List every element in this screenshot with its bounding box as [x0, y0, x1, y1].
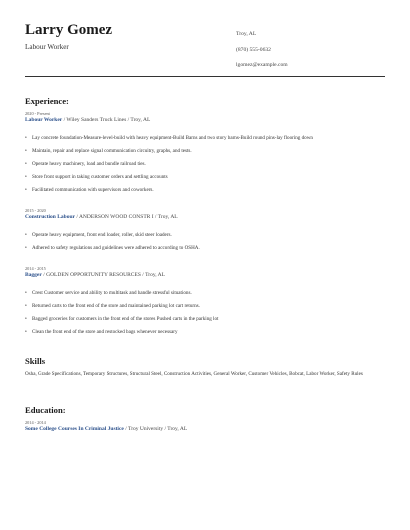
job-3-company: / GOLDEN OPPORTUNITY RESOURCES / Troy, AL: [41, 272, 165, 278]
list-item: • Crest Customer service and ability to multitask and handle stressful situations.: [25, 290, 385, 296]
job-2-header: [25, 214, 178, 220]
job-3-dates: 2014 - 2015: [25, 266, 46, 271]
job-2-company: / ANDERSON WOOD CONSTR I / Troy, AL: [74, 214, 178, 220]
list-item: • Lay concrete foundation-Measure-level-build with heavy equipment-Build Barns and two story barns-Build round pins-lay flooring down: [25, 135, 385, 141]
contact-info: [236, 27, 288, 74]
list-item: • Maintain, repair and replace signal communication circuitry, graphs, and tests.: [25, 148, 385, 154]
job-3-bullets: [25, 290, 385, 335]
job-1-bullets: [25, 135, 385, 193]
education-heading: Education:: [25, 405, 66, 415]
resume-header: [25, 22, 385, 74]
list-item: • Facilitated communication with supervisors and coworkers.: [25, 187, 385, 193]
job-2-role: Construction Labour: [25, 214, 75, 220]
skills-list: Osha, Grade Specifications, Temporary Structures, Structural Steel, Construction Activities, General Worker, Customer Vehicles, Bobcat, Labor Worker, Safety Rules: [25, 371, 363, 377]
list-item: • Store front support in taking customer orders and settling accounts: [25, 174, 385, 180]
education-entry: [25, 426, 187, 432]
header-divider: [25, 76, 385, 77]
list-item: • Adhered to safety regulations and guidelines were adhered to according to OSHA.: [25, 245, 385, 251]
skills-heading: Skills: [25, 356, 46, 366]
candidate-title: Labour Worker: [25, 43, 69, 51]
list-item: • Operate heavy equipment, front end loader, roller, skid steer loaders.: [25, 232, 385, 238]
job-1-role: Labour Worker: [25, 117, 63, 123]
list-item: • Operate heavy machinery, load and bundle railroad ties.: [25, 161, 385, 167]
experience-heading: Experience:: [25, 96, 69, 106]
job-1-company: / Wiley Sanders Truck Lines / Troy, AL: [62, 117, 151, 123]
education-degree: Some College Courses In Criminal Justice: [25, 426, 124, 432]
contact-phone: (870) 555-0632: [236, 46, 271, 53]
job-2-dates: 2015 - 2020: [25, 208, 46, 213]
contact-location: Troy, AL: [236, 31, 257, 37]
contact-email: lgomez@example.com: [236, 62, 288, 68]
list-item: • Bagged groceries for customers in the front end of the stores Pushed carts in the parking lot: [25, 316, 385, 322]
job-1-header: [25, 117, 150, 123]
job-3-role: Bagger: [25, 272, 42, 278]
education-school: / Troy University / Troy, AL: [123, 426, 188, 432]
job-1-dates: 2020 - Present: [25, 111, 50, 116]
education-dates: 2014 - 2014: [25, 420, 46, 425]
candidate-name: Larry Gomez: [25, 22, 113, 38]
job-2-bullets: [25, 232, 385, 251]
job-3-header: [25, 272, 165, 278]
list-item: • Returned carts to the front end of the store and maintained parking lot cart returns.: [25, 303, 385, 309]
list-item: • Clean the front end of the store and restocked bags whenever necessary: [25, 329, 385, 335]
